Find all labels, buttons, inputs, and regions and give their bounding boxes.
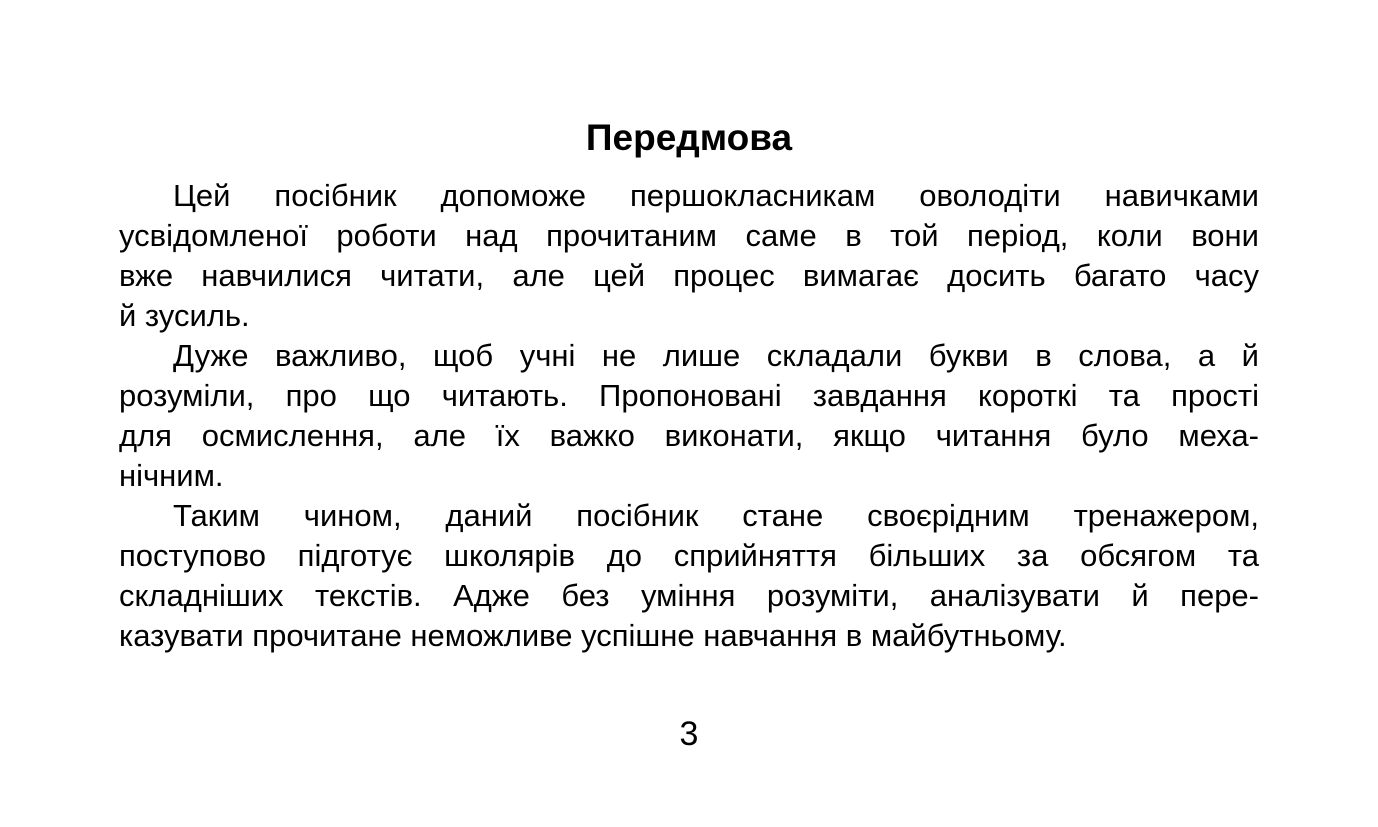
- text-line: нічним.: [119, 458, 224, 493]
- page-number: 3: [679, 715, 699, 753]
- preface-text: [119, 176, 1259, 656]
- text-line: розуміли, про що читають. Пропоновані завдання короткі та прості: [119, 378, 1259, 413]
- text-line: Дуже важливо, щоб учні не лише складали букви в слова, а й: [173, 338, 1259, 373]
- text-line: складніших текстів. Адже без уміння розуміти, аналізувати й пере-: [119, 578, 1259, 613]
- text-line: Таким чином, даний посібник стане своєрідним тренажером,: [173, 498, 1259, 533]
- page-title: Передмова: [585, 117, 793, 158]
- paragraph-3: [119, 496, 1259, 656]
- paragraph-1: [119, 176, 1259, 336]
- text-line: усвідомленої роботи над прочитаним саме в той період, коли вони: [119, 218, 1259, 253]
- text-line: для осмислення, але їх важко виконати, якщо читання було меха-: [119, 418, 1259, 453]
- text-line: й зусиль.: [119, 298, 250, 333]
- text-line: поступово підготує школярів до сприйняття більших за обсягом та: [119, 538, 1259, 573]
- text-line: вже навчилися читати, але цей процес вимагає досить багато часу: [119, 258, 1259, 293]
- text-line: казувати прочитане неможливе успішне навчання в майбутньому.: [119, 618, 1067, 653]
- paragraph-2: [119, 336, 1259, 496]
- text-line: Цей посібник допоможе першокласникам оволодіти навичками: [173, 178, 1259, 213]
